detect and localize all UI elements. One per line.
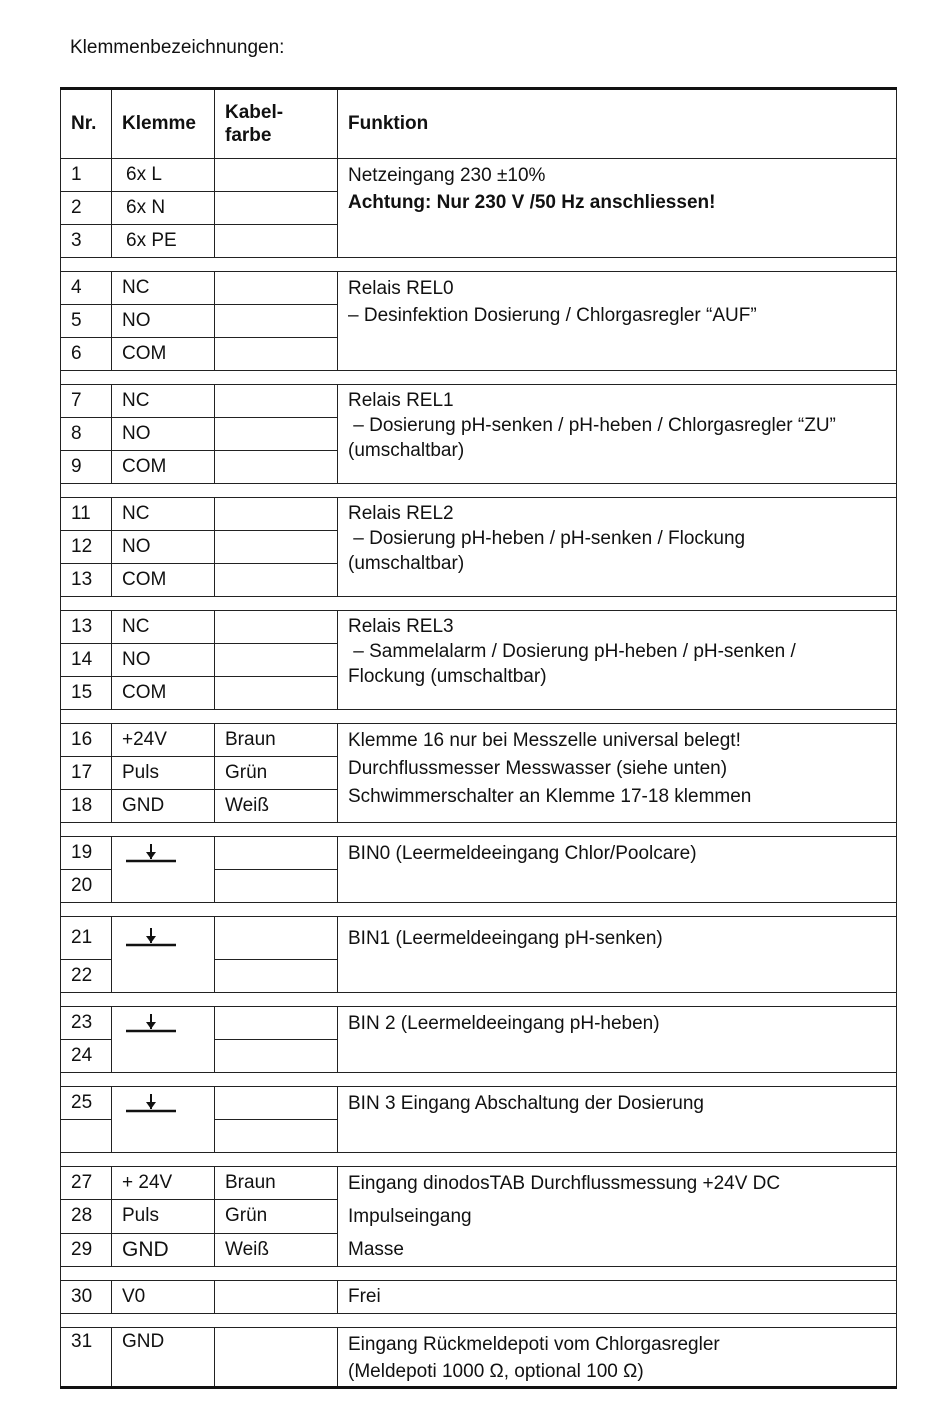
col-kabelfarbe: Kabel- farbe — [215, 89, 338, 159]
spacer-row — [61, 1267, 897, 1281]
table-row: 4 NC Relais REL0 – Desinfektion Dosierung / Chlorgasregler “AUF” — [61, 272, 897, 305]
function-cell: BIN 2 (Leermeldeeingang pH-heben) — [338, 1007, 897, 1073]
ground-symbol-icon — [124, 1092, 178, 1114]
table-row: 30 V0 Frei — [61, 1281, 897, 1314]
table-row: 27 + 24V Braun Eingang dinodosTAB Durchflussmessung +24V DC Impulseingang Masse — [61, 1167, 897, 1200]
spacer-row — [61, 371, 897, 385]
table-row: 2 6x N — [61, 192, 897, 225]
function-cell: Klemme 16 nur bei Messzelle universal belegt! Durchflussmesser Messwasser (siehe unten) Schwimmerschalter an Klemme 17-18 klemmen — [338, 724, 897, 823]
ground-symbol-icon — [124, 842, 178, 864]
page-heading: Klemmenbezeichnungen: — [70, 37, 285, 58]
table-row: 13 NC Relais REL3 – Sammelalarm / Dosierung pH-heben / pH-senken / Flockung (umschaltbar) — [61, 611, 897, 644]
table-row: 3 6x PE — [61, 225, 897, 258]
table-row: 23 BIN 2 (Leermeldeeingang pH-heben) — [61, 1007, 897, 1040]
table-row: 21 BIN1 (Leermeldeeingang pH-senken) — [61, 917, 897, 960]
table-row: 12 NO — [61, 531, 897, 564]
table-header — [61, 89, 897, 159]
table-row: 24 — [61, 1040, 897, 1073]
spacer-row — [61, 258, 897, 272]
spacer-row — [61, 484, 897, 498]
table-row: 5 NO — [61, 305, 897, 338]
table-row: 8 NO — [61, 418, 897, 451]
spacer-row — [61, 710, 897, 724]
ground-symbol-icon — [124, 1012, 178, 1034]
function-cell: BIN1 (Leermeldeeingang pH-senken) — [338, 917, 897, 993]
table-row: 1 6x L Netzeingang 230 ±10% Achtung: Nur 230 V /50 Hz anschliessen! — [61, 159, 897, 192]
function-cell: BIN 3 Eingang Abschaltung der Dosierung — [338, 1087, 897, 1153]
function-cell: Relais REL3 – Sammelalarm / Dosierung pH-heben / pH-senken / Flockung (umschaltbar) — [338, 611, 897, 710]
table-row: 28 Puls Grün — [61, 1200, 897, 1233]
spacer-row — [61, 597, 897, 611]
spacer-row — [61, 1153, 897, 1167]
table-row: 17 Puls Grün — [61, 757, 897, 790]
table-row: 11 NC Relais REL2 – Dosierung pH-heben / pH-senken / Flockung (umschaltbar) — [61, 498, 897, 531]
spacer-row — [61, 903, 897, 917]
table-row: 16 +24V Braun Klemme 16 nur bei Messzelle universal belegt! Durchflussmesser Messwasser (siehe unten) Schwimmerschalter an Klemme 17-18 klemmen — [61, 724, 897, 757]
col-nr: Nr. — [61, 89, 112, 159]
function-cell: BIN0 (Leermeldeeingang Chlor/Poolcare) — [338, 837, 897, 903]
spacer-row — [61, 823, 897, 837]
table-row: 15 COM — [61, 677, 897, 710]
table-row: 19 BIN0 (Leermeldeeingang Chlor/Poolcare) — [61, 837, 897, 870]
spacer-row — [61, 993, 897, 1007]
table-row: 7 NC Relais REL1 – Dosierung pH-senken / pH-heben / Chlorgasregler “ZU” (umschaltbar) — [61, 385, 897, 418]
ground-symbol-icon — [124, 926, 178, 948]
table-row: 31 GND Eingang Rückmeldepoti vom Chlorgasregler (Meldepoti 1000 Ω, optional 100 Ω) — [61, 1328, 897, 1388]
table-row: 9 COM — [61, 451, 897, 484]
table-row: 25 BIN 3 Eingang Abschaltung der Dosierung — [61, 1087, 897, 1120]
table-row: 29 GND Weiß — [61, 1233, 897, 1266]
function-cell: Netzeingang 230 ±10% Achtung: Nur 230 V /50 Hz anschliessen! — [338, 159, 897, 258]
table-row: 20 — [61, 870, 897, 903]
function-cell: Eingang Rückmeldepoti vom Chlorgasregler (Meldepoti 1000 Ω, optional 100 Ω) — [338, 1328, 897, 1388]
spacer-row — [61, 1314, 897, 1328]
table-row: 22 — [61, 960, 897, 993]
table-row: 6 COM — [61, 338, 897, 371]
table-row: 14 NO — [61, 644, 897, 677]
col-funktion: Funktion — [338, 89, 897, 159]
col-klemme: Klemme — [112, 89, 215, 159]
function-cell: Relais REL0 – Desinfektion Dosierung / Chlorgasregler “AUF” — [338, 272, 897, 371]
terminal-table — [60, 87, 897, 1389]
table-row: 18 GND Weiß — [61, 790, 897, 823]
function-cell: Eingang dinodosTAB Durchflussmessung +24V DC Impulseingang Masse — [338, 1167, 897, 1267]
table-row: 13 COM — [61, 564, 897, 597]
function-cell: Relais REL2 – Dosierung pH-heben / pH-senken / Flockung (umschaltbar) — [338, 498, 897, 597]
function-cell: Relais REL1 – Dosierung pH-senken / pH-heben / Chlorgasregler “ZU” (umschaltbar) — [338, 385, 897, 484]
spacer-row — [61, 1073, 897, 1087]
